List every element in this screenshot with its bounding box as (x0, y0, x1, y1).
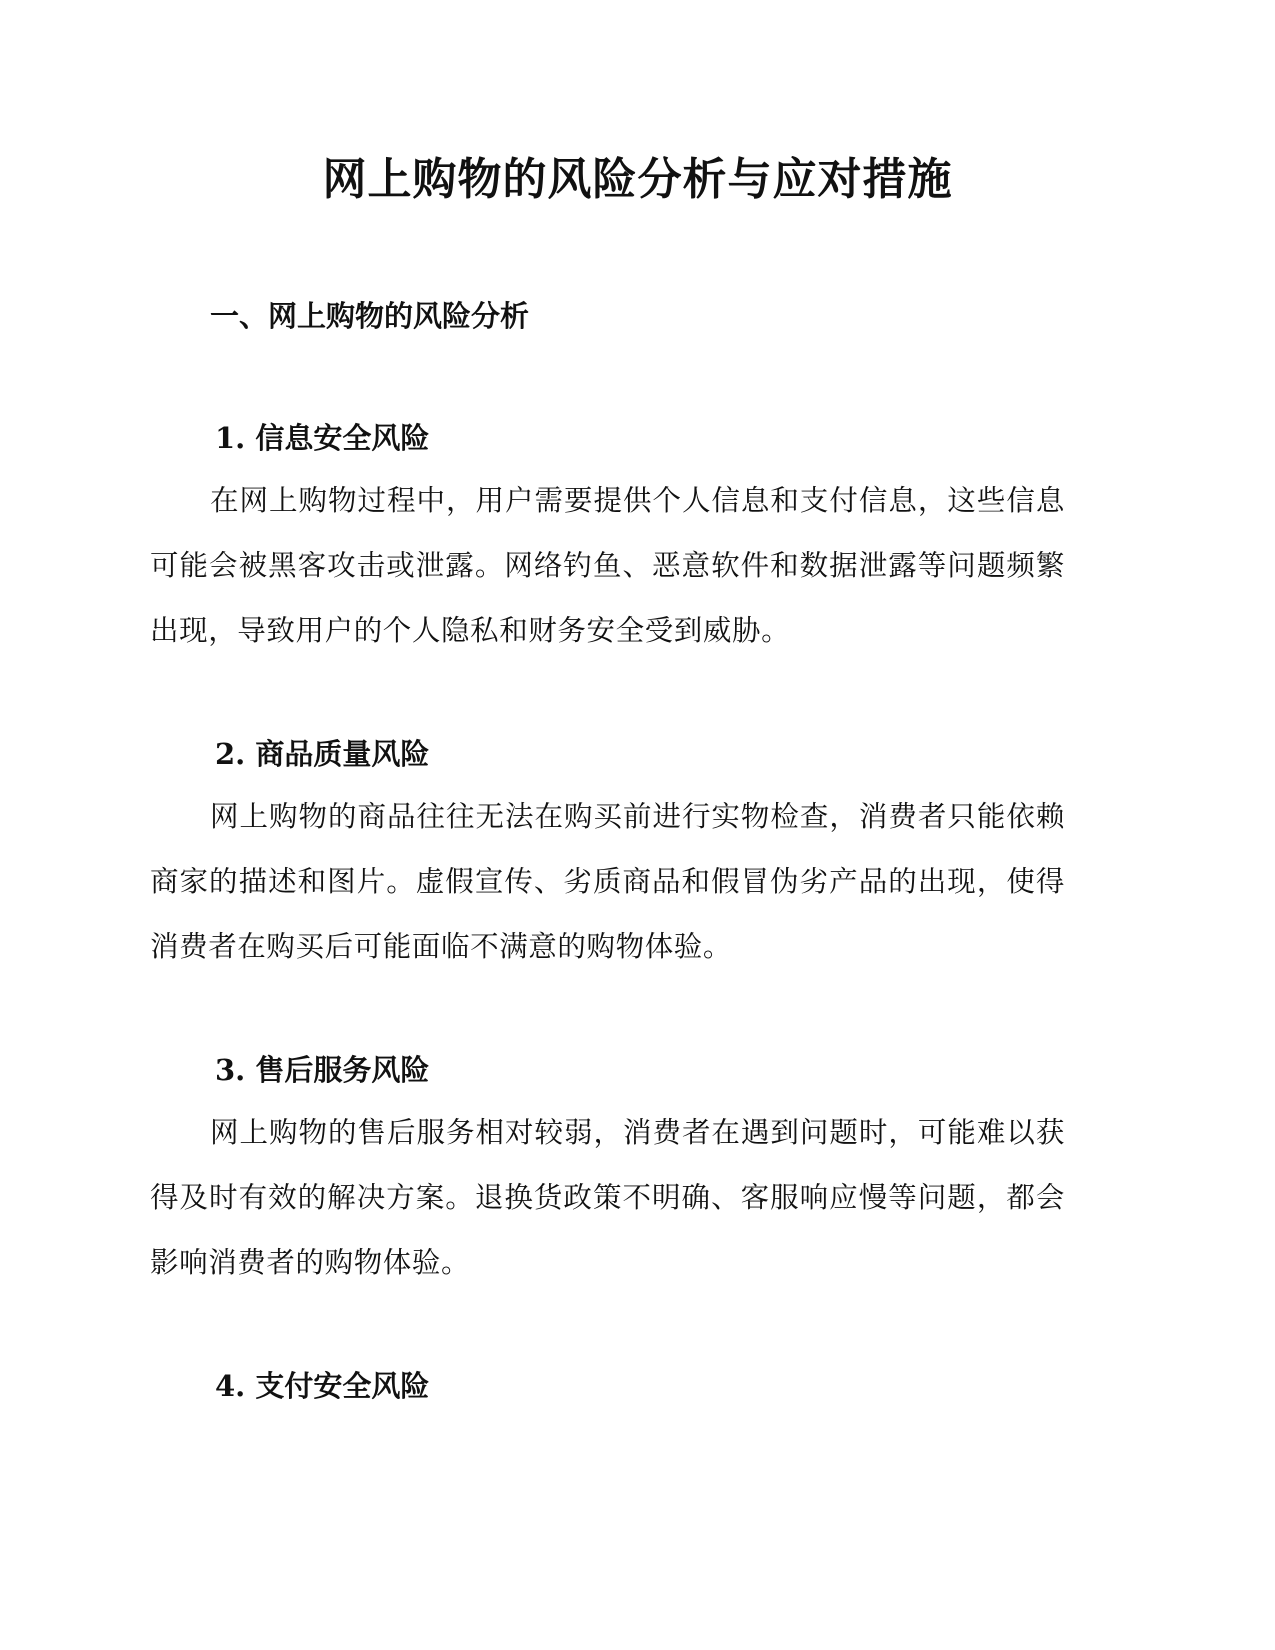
paragraph-product-quality: 网上购物的商品往往无法在购买前进行实物检查，消费者只能依赖商家的描述和图片。虚假宣传、劣质商品和假冒伪劣产品的出现，使得消费者在购买后可能面临不满意的购物体验。 (150, 800, 1065, 963)
paragraph-information-security: 在网上购物过程中，用户需要提供个人信息和支付信息，这些信息可能会被黑客攻击或泄露。网络钓鱼、恶意软件和数据泄露等问题频繁出现，导致用户的个人隐私和财务安全受到威胁。 (150, 484, 1065, 647)
section-heading: 一、网上购物的风险分析 (210, 299, 530, 333)
paragraph-after-sales: 网上购物的售后服务相对较弱，消费者在遇到问题时，可能难以获得及时有效的解决方案。退换货政策不明确、客服响应慢等问题，都会影响消费者的购物体验。 (150, 1116, 1065, 1279)
subsection-heading-after-sales: 3. 售后服务风险 (215, 1053, 430, 1087)
subsection-heading-payment-security: 4. 支付安全风险 (215, 1369, 430, 1403)
subsection-heading-information-security: 1. 信息安全风险 (215, 421, 430, 455)
document-title: 网上购物的风险分析与应对措施 (322, 154, 953, 205)
subsection-heading-product-quality: 2. 商品质量风险 (215, 737, 430, 771)
